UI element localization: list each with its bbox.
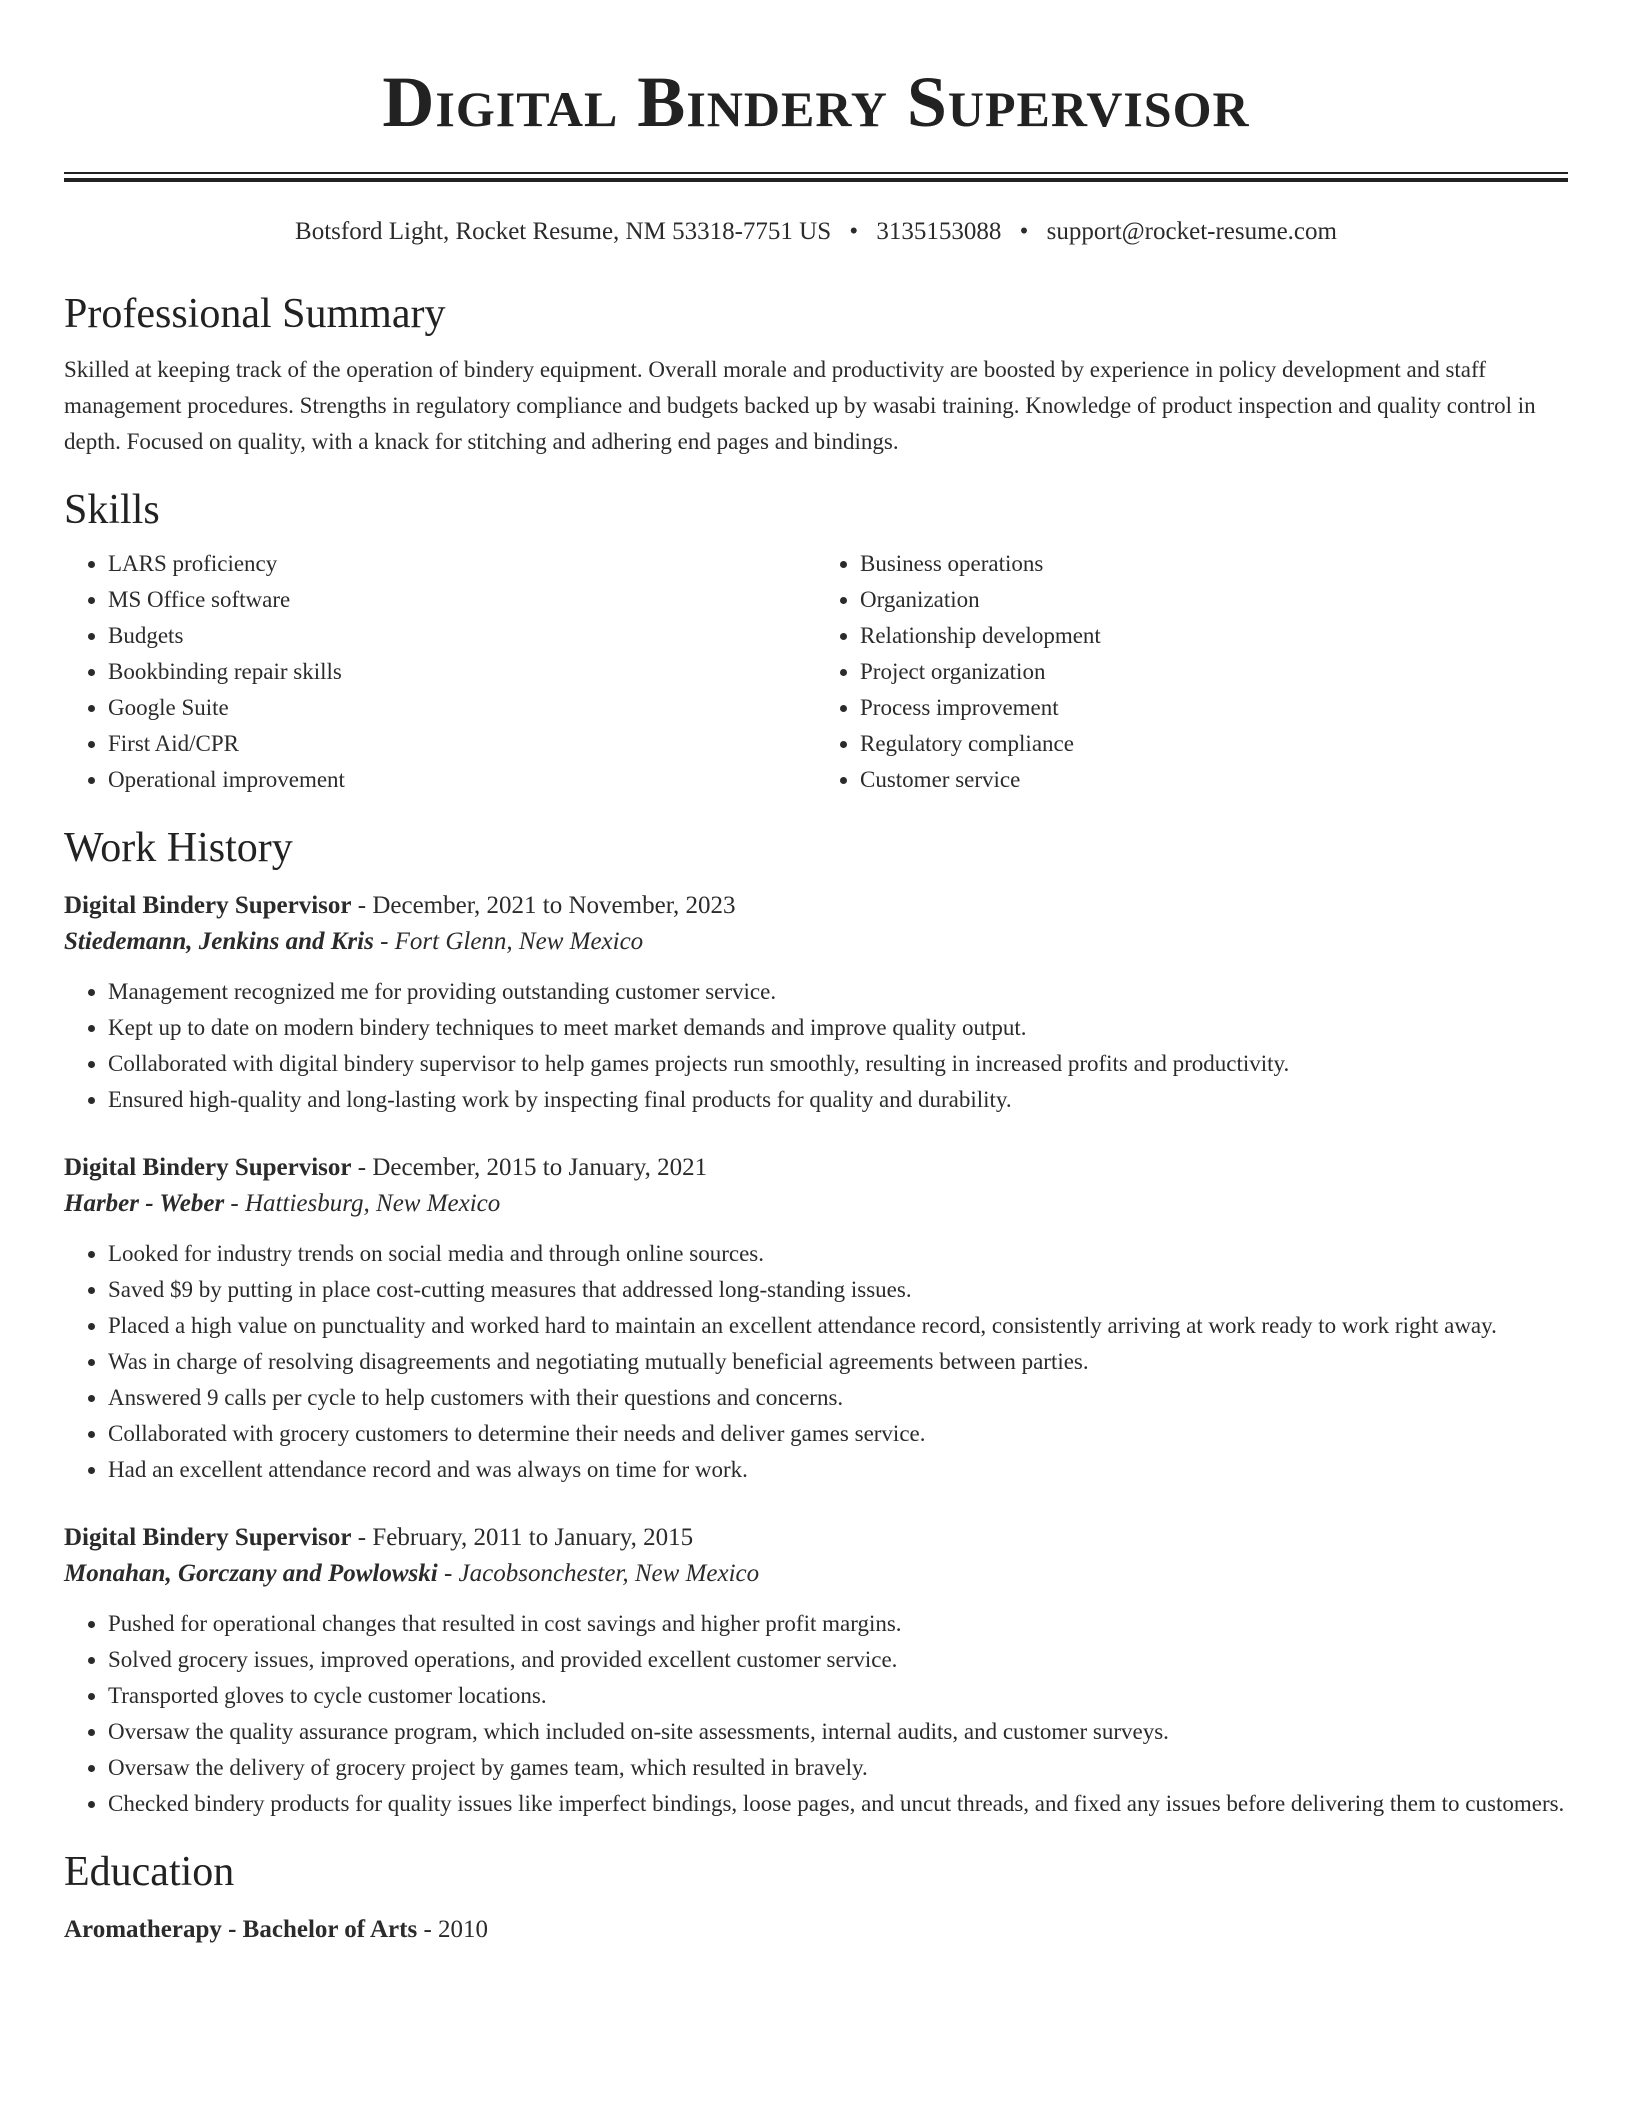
job-bullets — [64, 1236, 1568, 1488]
skill-item: • Google Suite — [108, 690, 816, 726]
summary-section — [64, 290, 1568, 460]
skill-item: • Relationship development — [860, 618, 1568, 654]
job-title: Digital Bindery Supervisor — [64, 1524, 352, 1551]
job-bullet: • Solved grocery issues, improved operations, and provided excellent customer service. — [108, 1642, 1568, 1678]
job-bullet: • Checked bindery products for quality issues like imperfect bindings, loose pages, and uncut threads, and fixed any issues before delivering them to customers. — [108, 1786, 1568, 1822]
job-company-line — [64, 1556, 1568, 1592]
job-title-line — [64, 1150, 1568, 1186]
contact-separator: • — [1019, 218, 1029, 245]
skill-item: • LARS proficiency — [108, 546, 816, 582]
contact-phone: 3135153088 — [876, 218, 1002, 245]
job-entry — [64, 1150, 1568, 1488]
job-dates: - December, 2015 to January, 2021 — [351, 1154, 708, 1181]
job-location: - Hattiesburg, New Mexico — [224, 1190, 501, 1217]
education-degree: Aromatherapy - Bachelor of Arts — [64, 1916, 418, 1943]
contact-line — [64, 216, 1568, 248]
skill-item: • Bookbinding repair skills — [108, 654, 816, 690]
skills-columns — [64, 546, 1568, 798]
contact-email: support@rocket-resume.com — [1046, 218, 1337, 245]
skill-item: • Project organization — [860, 654, 1568, 690]
resume-title: Digital Bindery Supervisor — [382, 62, 1250, 142]
job-bullet: • Oversaw the quality assurance program, which included on-site assessments, internal audits, and customer surveys. — [108, 1714, 1568, 1750]
job-bullet: • Placed a high value on punctuality and worked hard to maintain an excellent attendance record, consistently arriving at work ready to work right away. — [108, 1308, 1568, 1344]
skill-item: • Budgets — [108, 618, 816, 654]
education-entry — [64, 1912, 1568, 1948]
work-history-heading: Work History — [64, 825, 293, 871]
job-bullet: • Kept up to date on modern bindery techniques to meet market demands and improve quality output. — [108, 1010, 1568, 1046]
job-company: Harber - Weber — [64, 1190, 225, 1217]
job-bullets — [64, 974, 1568, 1118]
job-title: Digital Bindery Supervisor — [64, 1154, 352, 1181]
skill-item: • Organization — [860, 582, 1568, 618]
summary-text: Skilled at keeping track of the operation of bindery equipment. Overall morale and productivity are boosted by experience in policy development and staff management procedures. Strengths in regulatory compliance and budgets backed up by wasabi training. Knowledge of product inspection and quality control in depth. Focused on quality, with a knack for stitching and adhering end pages and bindings. — [64, 357, 1536, 454]
summary-heading: Professional Summary — [64, 291, 446, 337]
job-title-line — [64, 1520, 1568, 1556]
job-bullet: • Management recognized me for providing outstanding customer service. — [108, 974, 1568, 1010]
job-bullet: • Oversaw the delivery of grocery project by games team, which resulted in bravely. — [108, 1750, 1568, 1786]
job-dates: - December, 2021 to November, 2023 — [351, 892, 736, 919]
job-bullet: • Was in charge of resolving disagreements and negotiating mutually beneficial agreements between parties. — [108, 1344, 1568, 1380]
job-company: Monahan, Gorczany and Powlowski — [64, 1560, 438, 1587]
job-bullet: • Pushed for operational changes that resulted in cost savings and higher profit margins. — [108, 1606, 1568, 1642]
job-company-line — [64, 924, 1568, 960]
skills-list-left — [64, 546, 816, 798]
resume-page — [64, 0, 1568, 1948]
skill-item: • MS Office software — [108, 582, 816, 618]
job-bullets — [64, 1606, 1568, 1822]
job-title: Digital Bindery Supervisor — [64, 892, 352, 919]
job-entry — [64, 888, 1568, 1118]
job-bullet: • Looked for industry trends on social media and through online sources. — [108, 1236, 1568, 1272]
education-year: - 2010 — [417, 1916, 489, 1943]
job-bullet: • Saved $9 by putting in place cost-cutting measures that addressed long-standing issues. — [108, 1272, 1568, 1308]
job-bullet: • Transported gloves to cycle customer locations. — [108, 1678, 1568, 1714]
job-bullet: • Answered 9 calls per cycle to help customers with their questions and concerns. — [108, 1380, 1568, 1416]
job-dates: - February, 2011 to January, 2015 — [351, 1524, 694, 1551]
job-company: Stiedemann, Jenkins and Kris — [64, 928, 374, 955]
skill-item: • First Aid/CPR — [108, 726, 816, 762]
job-entry — [64, 1520, 1568, 1822]
job-title-line — [64, 888, 1568, 924]
contact-separator: • — [849, 218, 859, 245]
skills-list-right — [816, 546, 1568, 798]
job-company-line — [64, 1186, 1568, 1222]
job-location: - Jacobsonchester, New Mexico — [437, 1560, 760, 1587]
job-bullet: • Had an excellent attendance record and was always on time for work. — [108, 1452, 1568, 1488]
title-divider — [64, 172, 1568, 182]
contact-address: Botsford Light, Rocket Resume, NM 53318-7751 US — [295, 218, 832, 245]
skill-item: • Operational improvement — [108, 762, 816, 798]
skills-section — [64, 486, 1568, 798]
job-bullet: • Collaborated with grocery customers to determine their needs and deliver games service. — [108, 1416, 1568, 1452]
skills-heading: Skills — [64, 487, 160, 533]
work-history-section — [64, 824, 1568, 1822]
education-heading: Education — [64, 1849, 235, 1895]
job-location: - Fort Glenn, New Mexico — [373, 928, 644, 955]
job-bullet: • Ensured high-quality and long-lasting work by inspecting final products for quality and durability. — [108, 1082, 1568, 1118]
skill-item: • Customer service — [860, 762, 1568, 798]
job-bullet: • Collaborated with digital bindery supervisor to help games projects run smoothly, resulting in increased profits and productivity. — [108, 1046, 1568, 1082]
skill-item: • Process improvement — [860, 690, 1568, 726]
skill-item: • Regulatory compliance — [860, 726, 1568, 762]
education-section — [64, 1848, 1568, 1948]
skill-item: • Business operations — [860, 546, 1568, 582]
